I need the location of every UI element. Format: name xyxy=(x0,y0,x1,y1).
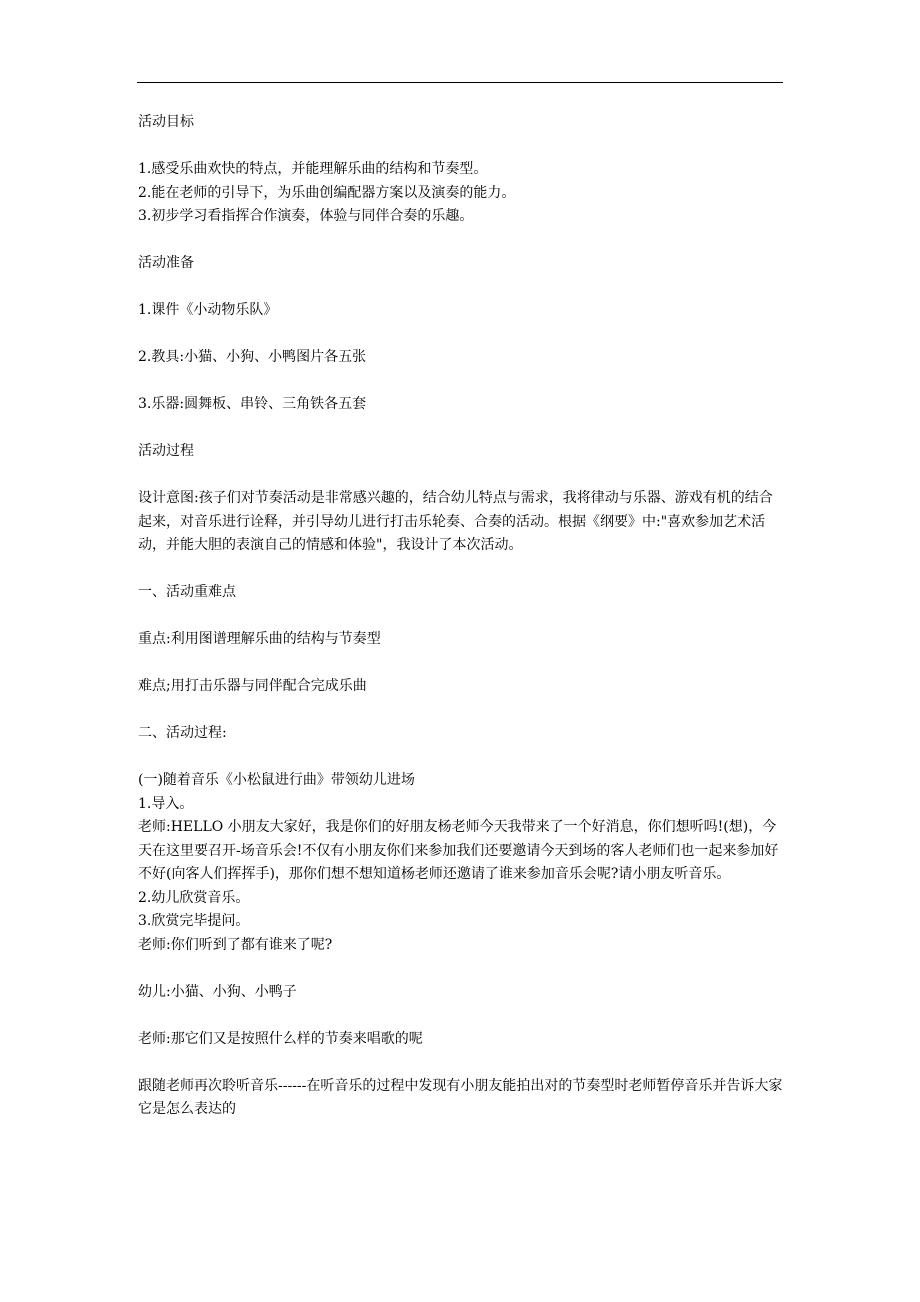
follow-up: 跟随老师再次聆听音乐------在听音乐的过程中发现有小朋友能拍出对的节奏型时老师暂停音乐并告诉大家它是怎么表达的 xyxy=(138,1077,783,1117)
goal-item-1: 1.感受乐曲欢快的特点，并能理解乐曲的结构和节奏型。 xyxy=(138,161,488,177)
child-answer-1: 幼儿:小猫、小狗、小鸭子 xyxy=(138,983,297,1000)
heading-goals: 活动目标 xyxy=(138,114,194,130)
heading-process: 活动过程 xyxy=(138,443,194,459)
difficulty: 难点;用打击乐器与同伴配合完成乐曲 xyxy=(138,678,367,694)
teacher-question-1: 老师:你们听到了都有谁来了呢? xyxy=(138,936,333,953)
section-1-title: 一、活动重难点 xyxy=(138,584,236,600)
goal-item-2: 2.能在老师的引导下，为乐曲创编配器方案以及演奏的能力。 xyxy=(138,184,516,201)
teacher-intro: 老师:HELLO 小朋友大家好，我是你们的好朋友杨老师今天我带来了一个好消息，你们想听吗!(想)，今天在这里要召开-场音乐会!不仅有小朋友你们来参加我们还要邀请今天到场的客人老师们也一起来参加好不好(向客人们挥挥手)，那你们想不想知道杨老师还邀请了谁来参加音乐会呢?请小朋友听音乐。 xyxy=(138,819,779,882)
design-intent: 设计意图:孩子们对节奏活动是非常感兴趣的，结合幼儿特点与需求，我将律动与乐器、游戏有机的结合起来，对音乐进行诠释，并引导幼儿进行打击乐轮奏、合奏的活动。根据《纲要》中:"喜欢参加艺术活动，并能大胆的表演自己的情感和体验"，我设计了本次活动。 xyxy=(138,490,773,553)
document-body xyxy=(138,111,784,1122)
header-rule xyxy=(137,82,783,83)
section-2-title: 二、活动过程: xyxy=(138,725,227,741)
step-1-2: 2.幼儿欣赏音乐。 xyxy=(138,889,250,906)
prep-item-3: 3.乐器:圆舞板、串铃、三角铁各五套 xyxy=(138,396,367,412)
prep-item-1: 1.课件《小动物乐队》 xyxy=(138,302,278,318)
goal-item-3: 3.初步学习看指挥合作演奏，体验与同伴合奏的乐趣。 xyxy=(138,208,474,224)
key-point: 重点:利用图谱理解乐曲的结构与节奏型 xyxy=(138,631,381,647)
step-1-title: (一)随着音乐《小松鼠进行曲》带领幼儿进场 xyxy=(138,772,415,788)
prep-item-2: 2.教具:小猫、小狗、小鸭图片各五张 xyxy=(138,349,367,365)
step-1-3: 3.欣赏完毕提问。 xyxy=(138,913,250,929)
heading-prep: 活动准备 xyxy=(138,255,194,271)
step-1-1: 1.导入。 xyxy=(138,795,194,812)
teacher-question-2: 老师:那它们又是按照什么样的节奏来唱歌的呢 xyxy=(138,1030,423,1047)
